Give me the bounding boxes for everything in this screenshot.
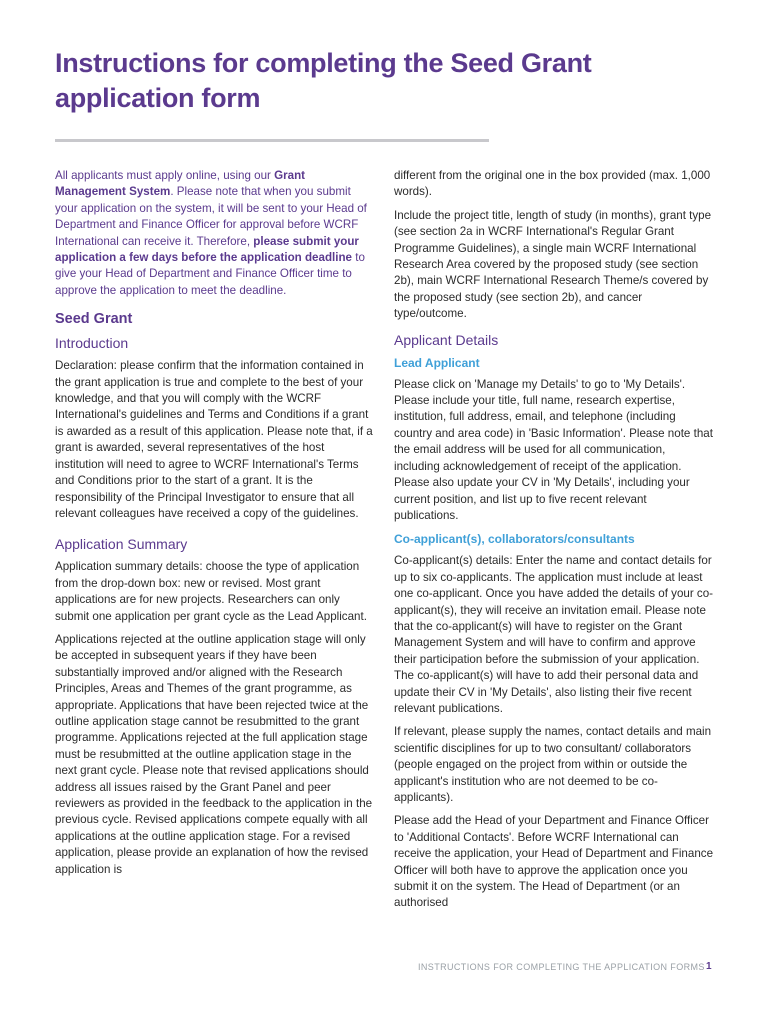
seed-grant-heading: Seed Grant (55, 311, 133, 328)
application-summary-heading: Application Summary (55, 536, 188, 553)
head-of-department-paragraph: Please add the Head of your Department and Finance Officer to 'Additional Contacts'. Before WCRF International can receive the application, your Head of Department and Finance Officer will both have to approve the application once you submit it on the system. The Head of Department (or an authorised (394, 814, 714, 910)
project-details-paragraph: Include the project title, length of study (in months), grant type (see section 2a in WCRF International's Regular Grant Programme Guidelines), a single main WCRF International Research Area covered by the proposed study (see section 2b), main WCRF International Research Theme/s covered by the proposed study (see section 2b), and cancer type/outcome. (394, 208, 712, 321)
left-column (55, 168, 373, 885)
intro-text-2: . Please note that when you submit your application on the system, it will be sent to your Head of Department and Finance Officer for approval before WCRF International can receive it. Therefore, (55, 185, 367, 248)
intro-text-1: All applicants must apply online, using our (55, 169, 275, 182)
intro-text-3: to give your Head of Department and Finance Officer time to approve the application to meet the deadline. (55, 251, 365, 297)
intro-paragraph (55, 168, 373, 299)
declaration-paragraph: Declaration: please confirm that the information contained in the grant application is true and complete to the best of your knowledge, and that you will comply with the WCRF International's guidelines and Terms and Conditions if a grant is awarded as a result of this application. Please note that, if a grant is awarded, several representatives of the host institution will need to agree to WCRF International's Terms and Conditions prior to the start of a grant. It is the responsibility of the Principal Investigator to ensure that all relevant colleagues have received a copy of the guidelines. (55, 359, 373, 520)
footer-text: INSTRUCTIONS FOR COMPLETING THE APPLICATION FORMS (418, 962, 705, 972)
application-summary-paragraph: Application summary details: choose the type of application from the drop-down box: new or revised. Most grant applications are for new projects. Researchers can only submit one application per grant cycle as the Lead Applicant. (55, 560, 367, 623)
rejected-applications-paragraph: Applications rejected at the outline application stage will only be accepted in subsequent years if they have been substantially improved and/or aligned with the Research Principles, Areas and Themes of the grant programme, as appropriate. Applications that have been rejected twice at the outline application stage cannot be resubmitted to the grant programme. Applications rejected at the full application stage must be resubmitted at the outline application stage in the next grant cycle. Please note that revised applications should address all issues raised by the Grant Panel and peer reviewers as provided in the feedback to the application in the previous cycle. Revised applications compete equally with all applications at the outline application stage. For a revised application, please provide an explanation of how the revised application is (55, 632, 373, 876)
right-column (394, 168, 714, 919)
lead-applicant-paragraph: Please click on 'Manage my Details' to go to 'My Details'. Please include your title, full name, research expertise, institution, full address, email, and telephone (including country and area code) in 'Basic Information'. Please note that the email address will be used for all communication, including acknowledgement of receipt of the application. Please also update your CV in 'My Details', including your current position, and list up to five recent relevant publications. (394, 377, 713, 522)
page-number: 1 (706, 961, 712, 972)
co-applicants-paragraph: Co-applicant(s) details: Enter the name and contact details for up to six co-applicants. The application must include at least one co-applicant. Once you have added the details of your co-applicant(s), they will receive an invitation email. Please note that the co-applicant(s) will have to register on the Grant Management System and will have to confirm and approve their participation before the submission of your application. The co-applicant(s) will have to add their personal data and update their CV in 'My Details', also listing their five recent relevant publications. (394, 554, 714, 715)
page-title: Instructions for completing the Seed Grant application form (55, 48, 592, 113)
co-applicants-heading: Co-applicant(s), collaborators/consultants (394, 532, 635, 547)
grant-management-system-emphasis: Grant Management System (55, 169, 306, 199)
applicant-details-heading: Applicant Details (394, 331, 499, 348)
lead-applicant-heading: Lead Applicant (394, 355, 480, 370)
title-divider (55, 139, 489, 142)
consultants-paragraph: If relevant, please supply the names, contact details and main scientific disciplines for up to two consultant/ collaborators (people engaged on the project from within or outside the applicant's institution who are not deemed to be co-applicants). (394, 725, 712, 804)
introduction-heading: Introduction (55, 335, 129, 352)
revised-continuation-paragraph: different from the original one in the box provided (max. 1,000 words). (394, 169, 711, 199)
deadline-emphasis: please submit your application a few days before the application deadline (55, 234, 359, 265)
